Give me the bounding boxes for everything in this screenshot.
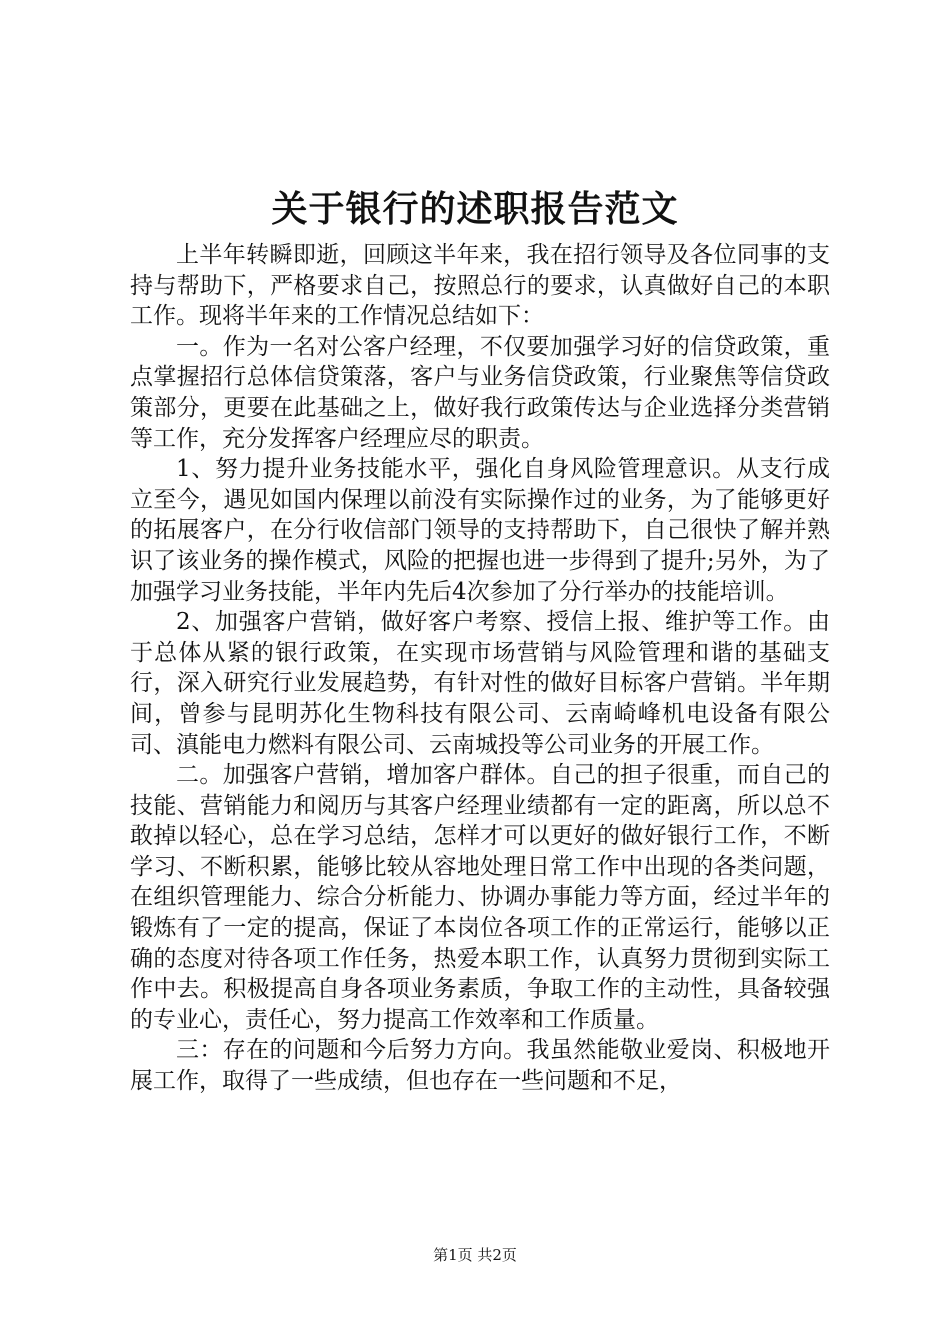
page-footer: 第1页 共2页 <box>433 1246 517 1264</box>
paragraph-item-2: 2、加强客户营销，做好客户考察、授信上报、维护等工作。由于总体从紧的银行政策，在实现市场营销与风险管理和谐的基础支行，深入研究行业发展趋势，有针对性的做好目标客户营销。半年期间，曾参与昆明苏化生物科技有限公司、云南崎峰机电设备有限公司、滇能电力燃料有限公司、云南城投等公司业务的开展工作。 <box>130 609 830 758</box>
paragraph-section-2: 二。加强客户营销，增加客户群体。自己的担子很重，而自己的技能、营销能力和阅历与其客户经理业绩都有一定的距离，所以总不敢掉以轻心，总在学习总结，怎样才可以更好的做好银行工作，不断学习、不断积累，能够比较从容地处理日常工作中出现的各类问题，在组织管理能力、综合分析能力、协调办事能力等方面，经过半年的锻炼有了一定的提高，保证了本岗位各项工作的正常运行，能够以正确的态度对待各项工作任务，热爱本职工作，认真努力贯彻到实际工作中去。积极提高自身各项业务素质，争取工作的主动性，具备较强的专业心，责任心，努力提高工作效率和工作质量。 <box>130 762 830 1033</box>
paragraph-section-1: 一。作为一名对公客户经理，不仅要加强学习好的信贷政策，重点掌握招行总体信贷策落，客户与业务信贷政策，行业聚焦等信贷政策部分，更要在此基础之上，做好我行政策传达与企业选择分类营销等工作，充分发挥客户经理应尽的职责。 <box>130 333 830 452</box>
paragraph-section-3: 三：存在的问题和今后努力方向。我虽然能敬业爱岗、积极地开展工作，取得了一些成绩，但也存在一些问题和不足， <box>130 1037 830 1095</box>
paragraph-item-1: 1、努力提升业务技能水平，强化自身风险管理意识。从支行成立至今，遇见如国内保理以前没有实际操作过的业务，为了能够更好的拓展客户，在分行收信部门领导的支持帮助下，自己很快了解并熟识了该业务的操作模式，风险的把握也进一步得到了提升;另外，为了加强学习业务技能，半年内先后4次参加了分行举办的技能培训。 <box>130 456 830 605</box>
document-title: 关于银行的述职报告范文 <box>271 188 679 230</box>
paragraph-intro: 上半年转瞬即逝，回顾这半年来，我在招行领导及各位同事的支持与帮助下，严格要求自己，按照总行的要求，认真做好自己的本职工作。现将半年来的工作情况总结如下： <box>130 242 830 330</box>
document-body <box>130 240 830 1097</box>
